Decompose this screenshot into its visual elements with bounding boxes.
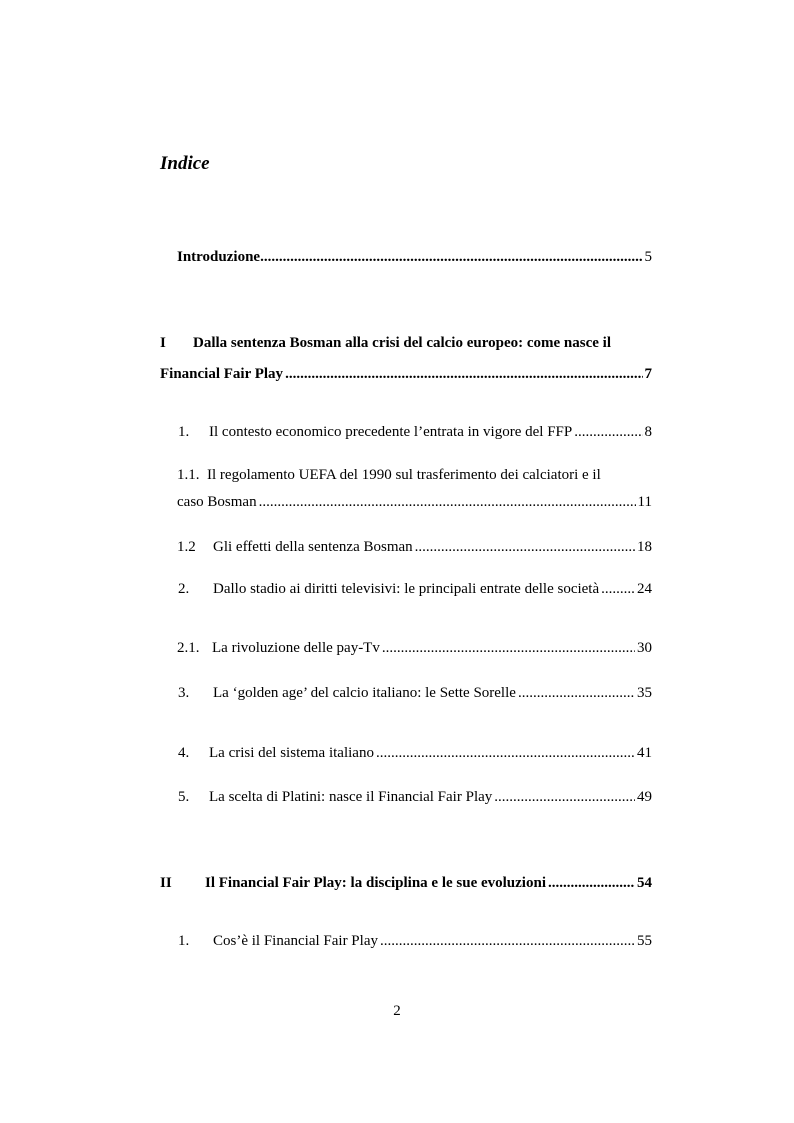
- toc-entry-label: La crisi del sistema italiano: [209, 745, 374, 761]
- toc-entry-chapter-1[interactable]: [160, 364, 652, 384]
- toc-entry-number: 2.1.: [177, 640, 200, 656]
- chapter-2-number: II: [160, 875, 172, 891]
- toc-entry-introduzione[interactable]: [177, 247, 652, 267]
- chapter-1-title-line1[interactable]: Dalla sentenza Bosman alla crisi del calcio europeo: come nasce il: [193, 335, 612, 351]
- dot-leader: [574, 422, 642, 442]
- toc-entry-label: La scelta di Platini: nasce il Financial Fair Play: [209, 789, 493, 805]
- chapter-2-title: Il Financial Fair Play: la disciplina e le sue evoluzioni: [205, 875, 546, 891]
- toc-entry-number: 1.: [178, 933, 190, 949]
- page-title: Indice: [160, 153, 210, 174]
- dot-leader: [601, 579, 635, 599]
- dot-leader: [259, 492, 636, 512]
- toc-entry-number: 1.2: [177, 539, 196, 555]
- toc-entry-number: 5.: [178, 789, 190, 805]
- toc-entry-number: 4.: [178, 745, 190, 761]
- toc-entry-label: La ‘golden age’ del calcio italiano: le Sette Sorelle: [213, 685, 516, 701]
- toc-entry-page: 5: [644, 249, 652, 265]
- dot-leader: [382, 638, 635, 658]
- toc-entry-label: Introduzione: [177, 249, 261, 265]
- page-number: 2: [393, 1003, 401, 1019]
- chapter-1-number: I: [160, 335, 166, 351]
- toc-entry-1-5[interactable]: [178, 787, 652, 807]
- toc-entry-page: 30: [637, 640, 652, 656]
- toc-entry-2-1[interactable]: [178, 931, 652, 951]
- dot-leader: [494, 787, 635, 807]
- toc-entry-label: Dallo stadio ai diritti televisivi: le principali entrate delle società: [213, 581, 600, 597]
- toc-entry-chapter-2[interactable]: [160, 873, 652, 893]
- toc-entry-1-1-1-line1[interactable]: [177, 465, 601, 485]
- toc-entry-page: 7: [644, 366, 652, 382]
- toc-entry-number: 1.1.: [177, 467, 200, 483]
- toc-entry-1-2[interactable]: [178, 579, 652, 599]
- toc-entry-page: 55: [637, 933, 652, 949]
- dot-leader: [260, 247, 642, 267]
- toc-entry-number: 2.: [178, 581, 190, 597]
- toc-entry-label: Cos’è il Financial Fair Play: [213, 933, 378, 949]
- toc-entry-1-3[interactable]: [178, 683, 652, 703]
- toc-entry-label: La rivoluzione delle pay-Tv: [212, 640, 380, 656]
- toc-entry-1-1-2[interactable]: [177, 537, 652, 557]
- toc-entry-label: Il contesto economico precedente l’entrata in vigore del FFP: [209, 424, 573, 440]
- toc-entry-page: 35: [637, 685, 652, 701]
- dot-leader: [285, 364, 642, 384]
- dot-leader: [376, 743, 635, 763]
- toc-entry-1-2-1[interactable]: [177, 638, 652, 658]
- toc-entry-1-1[interactable]: [178, 422, 652, 442]
- chapter-1-title-line2: Financial Fair Play: [160, 366, 284, 382]
- toc-entry-number: 1.: [178, 424, 190, 440]
- toc-entry-label: Il regolamento UEFA del 1990 sul trasferimento dei calciatori e il: [207, 467, 601, 483]
- toc-entry-1-1-1[interactable]: [177, 492, 652, 512]
- toc-entry-page: 54: [637, 875, 652, 891]
- dot-leader: [548, 873, 635, 893]
- toc-entry-page: 49: [637, 789, 652, 805]
- toc-entry-page: 41: [637, 745, 652, 761]
- dot-leader: [415, 537, 635, 557]
- toc-entry-number: 3.: [178, 685, 190, 701]
- toc-entry-page: 8: [644, 424, 652, 440]
- dot-leader: [518, 683, 635, 703]
- toc-entry-page: 24: [637, 581, 652, 597]
- toc-entry-label: Gli effetti della sentenza Bosman: [213, 539, 413, 555]
- toc-entry-page: 11: [637, 494, 652, 510]
- toc-entry-page: 18: [637, 539, 652, 555]
- dot-leader: [380, 931, 635, 951]
- toc-entry-label-line2: caso Bosman: [177, 494, 257, 510]
- toc-entry-1-4[interactable]: [178, 743, 652, 763]
